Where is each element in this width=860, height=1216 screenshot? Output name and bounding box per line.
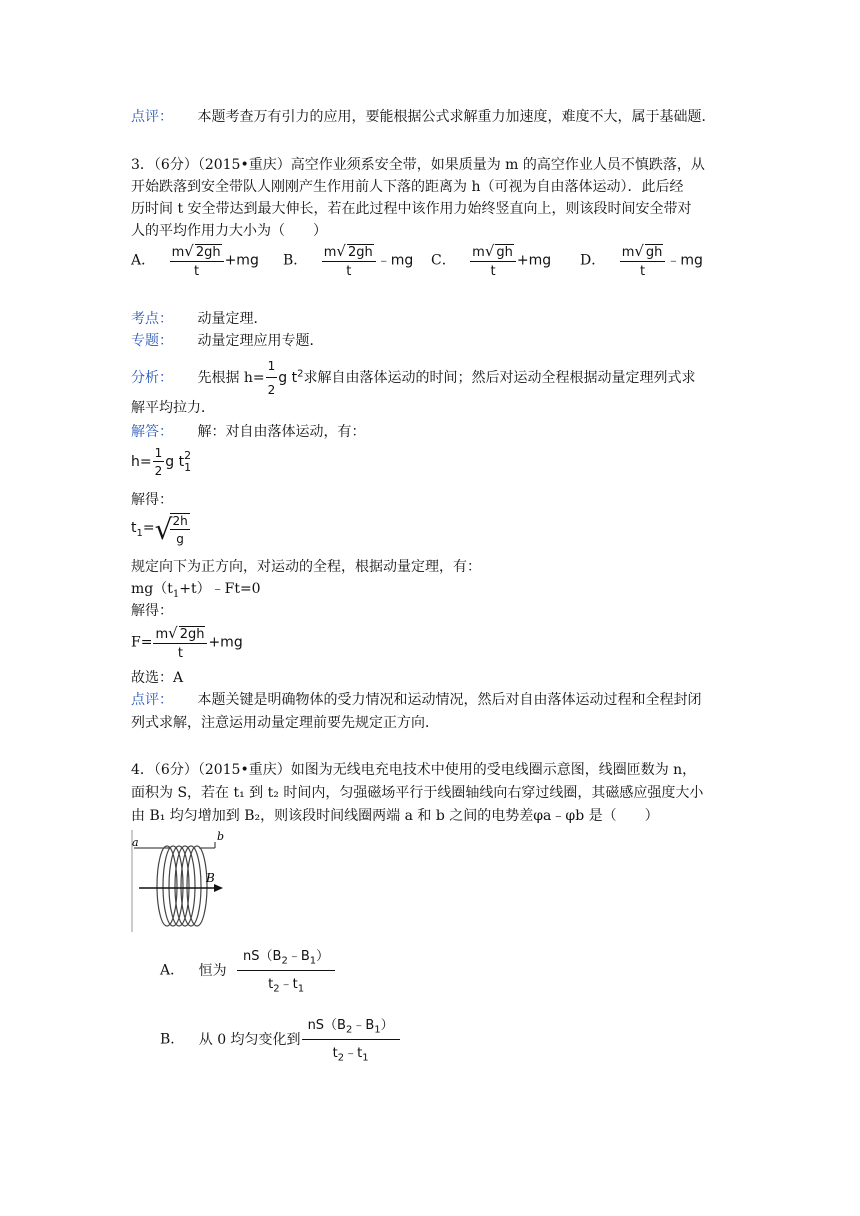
- q3-dianping: [131, 690, 701, 710]
- q4-option-b: [160, 1014, 401, 1063]
- option-denominator: t: [194, 264, 200, 279]
- coil-diagram: [131, 830, 231, 932]
- fenxi-formula: g $t^2$: [278, 368, 304, 386]
- option-letter: A．: [131, 252, 156, 269]
- option-text: 从 0 均匀变化到: [198, 1031, 301, 1048]
- terminal-b-label: b: [217, 830, 225, 843]
- option-fraction: [620, 242, 666, 279]
- option-fraction: $\frac{nS(B_2﹣B_1)}{t_2﹣t_1}$: [302, 1014, 400, 1063]
- q4-stem-line2: 面积为 S，若在 t₁ 到 t₂ 时间内，匀强磁场平行于线圈轴线向右穿过线圈，其磁感应强度大小: [131, 785, 704, 801]
- option-fraction: [322, 242, 376, 279]
- jieda-intro: 解：对自由落体运动，有：: [197, 424, 366, 440]
- option-fraction: $\frac{nS(B_2﹣B_1)}{t_2﹣t_1}$: [237, 945, 335, 994]
- option-tail: +mg: [516, 252, 552, 269]
- option-letter: B．: [283, 252, 308, 269]
- equation-momentum: $mg(t_1+t)﹣Ft=0$: [131, 581, 261, 600]
- option-numerator: m√ 2gh: [170, 242, 224, 262]
- q4-stem-line1: 4．（6分）（2015•重庆）如图为无线电充电技术中使用的受电线圈示意图，线圈匝数为 n，: [131, 762, 697, 778]
- equation-free-fall: h= $\frac{1}{2}$ g t2 1: [131, 446, 192, 478]
- option-letter: D．: [580, 252, 606, 269]
- jieda-label: 解答：: [131, 424, 173, 440]
- q2-comment-label: 点评：: [131, 109, 173, 125]
- q4-option-a: [160, 945, 336, 994]
- terminal-a-label: a: [132, 836, 139, 849]
- option-numerator: m√ gh: [470, 242, 516, 262]
- half-fraction: $\frac{1}{2}$: [266, 356, 278, 400]
- q3-jieda: [131, 422, 365, 442]
- q3-option-b: [283, 242, 413, 279]
- q3-option-c: [431, 242, 551, 279]
- equation-time: $t_1=√$ $\frac{2h}{g}$: [131, 513, 188, 546]
- field-b-label: B: [206, 871, 215, 885]
- coil-figure: [131, 830, 231, 932]
- q2-comment: [131, 107, 715, 127]
- kaodian-text: 动量定理．: [197, 311, 268, 327]
- q3-stem-line2: 开始跌落到安全带队人刚刚产生作用前人下落的距离为 h（可视为自由落体运动）．此后经: [131, 179, 684, 195]
- q3-stem-line3: 历时间 t 安全带达到最大伸长，若在此过程中该作用力始终竖直向上，则该段时间安全带对: [131, 201, 692, 217]
- q3-dianping-line2: 列式求解，注意运用动量定理前要先规定正方向．: [131, 715, 439, 731]
- option-numerator: m√ gh: [620, 242, 666, 262]
- dianping-line1: 本题关键是明确物体的受力情况和运动情况，然后对自由落体运动过程和全程封闭: [197, 692, 702, 708]
- dianping-label: 点评：: [131, 692, 173, 708]
- option-tail: +mg: [224, 252, 259, 269]
- q2-comment-text: 本题考查万有引力的应用，要能根据公式求解重力加速度，难度不大，属于基础题．: [197, 109, 716, 125]
- option-letter: B．: [160, 1031, 185, 1048]
- option-tail: ﹣mg: [376, 252, 414, 269]
- q3-option-d: [580, 242, 703, 279]
- option-tail: ﹣mg: [666, 252, 703, 269]
- kaodian-label: 考点：: [131, 311, 173, 327]
- option-letter: C．: [431, 252, 456, 269]
- jiede-2: 解得：: [131, 603, 173, 619]
- q3-zhuanti: [131, 331, 323, 351]
- q3-option-a: [131, 242, 259, 279]
- q3-stem-line4: 人的平均作用力大小为（ ）: [131, 223, 327, 239]
- q3-kaodian: [131, 309, 267, 329]
- q3-fenxi: [131, 356, 696, 400]
- zhuanti-text: 动量定理应用专题．: [197, 333, 324, 349]
- rule-text: 规定向下为正方向，对运动的全程，根据动量定理，有：: [131, 559, 481, 575]
- option-fraction: [470, 242, 516, 279]
- option-fraction: [170, 242, 224, 279]
- fenxi-label: 分析：: [131, 370, 173, 386]
- option-denominator: t: [640, 264, 646, 279]
- fenxi-pre: 先根据 h=: [197, 370, 265, 386]
- option-numerator: m√ 2gh: [322, 242, 376, 262]
- option-denominator: t: [490, 264, 496, 279]
- option-letter: A．: [160, 962, 185, 979]
- answer: 故选：A: [131, 670, 184, 686]
- q4-stem-line3: 由 B₁ 均匀增加到 B₂，则该段时间线圈两端 a 和 b 之间的电势差φa﹣φb 是（ ）: [131, 808, 659, 824]
- q3-fenxi-line2: 解平均拉力．: [131, 400, 215, 416]
- zhuanti-label: 专题：: [131, 333, 173, 349]
- q3-stem-line1: 3．（6分）（2015•重庆）高空作业须系安全带，如果质量为 m 的高空作业人员不慎跌落，从: [131, 157, 705, 173]
- jiede-1: 解得：: [131, 492, 173, 508]
- option-denominator: t: [346, 264, 352, 279]
- option-text: 恒为: [198, 962, 227, 979]
- fenxi-post: 求解自由落体运动的时间；然后对运动全程根据动量定理列式求: [303, 370, 696, 386]
- equation-force: F= $\frac{m√ 2gh}{t}$ +mg: [131, 624, 243, 661]
